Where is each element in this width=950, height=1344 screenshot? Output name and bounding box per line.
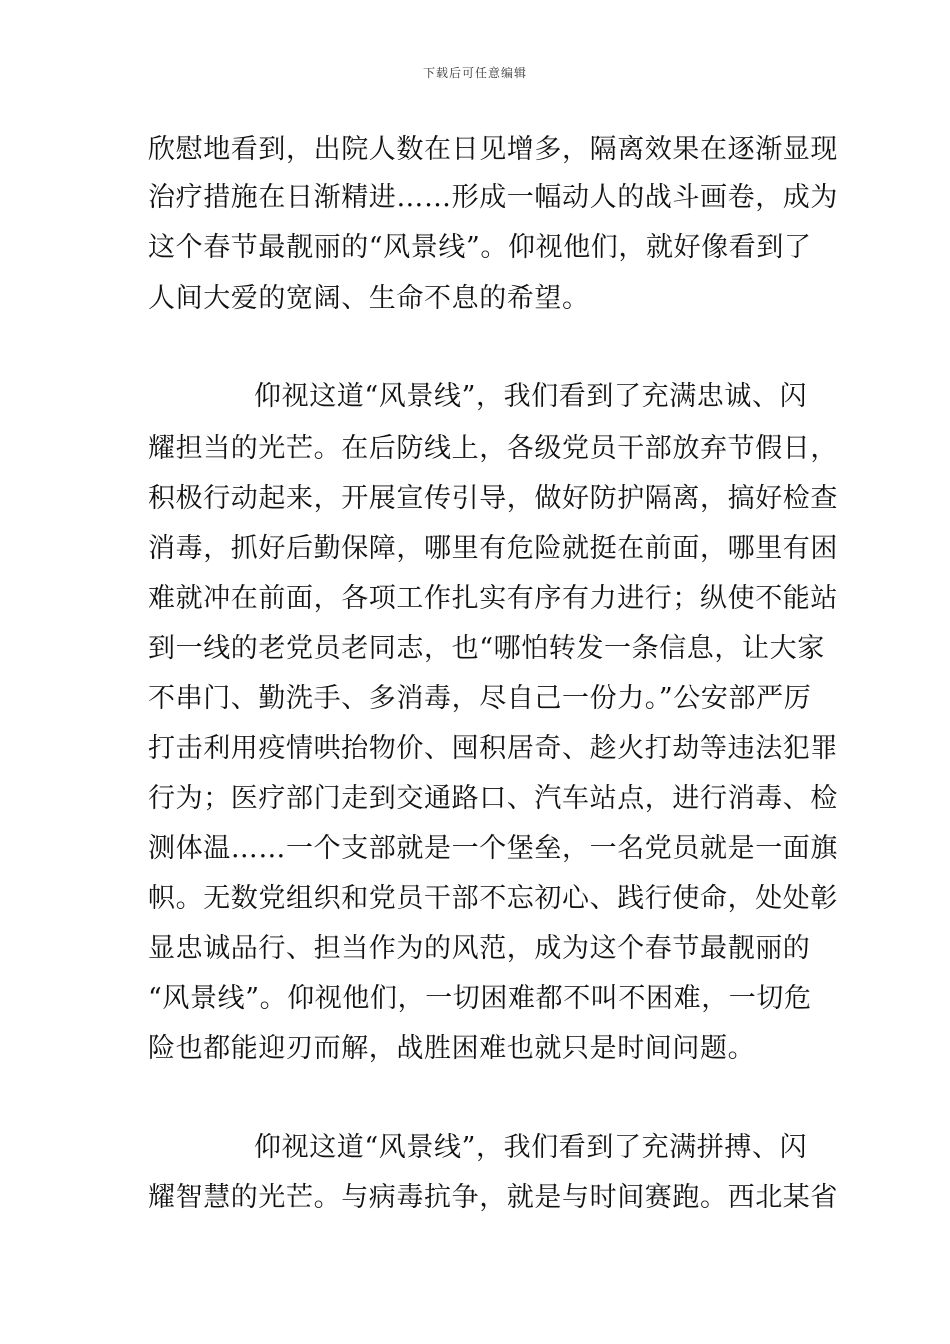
paragraph-3-line-2: 耀智慧的光芒。与病毒抗争，就是与时间赛跑。西北某省 [148, 1182, 838, 1213]
paragraph-2-line-10: 测体温……一个支部就是一个堡垒，一名党员就是一面旗 [148, 833, 838, 864]
paragraph-2-line-1: 仰视这道“风景线”，我们看到了充满忠诚、闪 [254, 381, 808, 412]
header-note: 下载后可任意编辑 [422, 66, 527, 80]
paragraph-2-line-9: 行为；医疗部门走到交通路口、汽车站点，进行消毒、检 [148, 783, 838, 814]
paragraph-3-line-1: 仰视这道“风景线”，我们看到了充满拼搏、闪 [254, 1132, 808, 1163]
paragraph-1-line-3: 这个春节最靓丽的“风景线”。仰视他们，就好像看到了 [148, 232, 812, 263]
paragraph-2-line-7: 不串门、勤洗手、多消毒，尽自己一份力。”公安部严厉 [148, 683, 812, 714]
paragraph-2-line-5: 难就冲在前面，各项工作扎实有序有力进行；纵使不能站 [148, 583, 838, 614]
paragraph-2-line-8: 打击利用疫情哄抬物价、囤积居奇、趁火打劫等违法犯罪 [148, 733, 838, 764]
paragraph-2-line-2: 耀担当的光芒。在后防线上，各级党员干部放弃节假日， [148, 433, 838, 464]
paragraph-2-line-4: 消毒，抓好后勤保障，哪里有危险就挺在前面，哪里有困 [148, 533, 838, 564]
paragraph-2-line-13: “风景线”。仰视他们，一切困难都不叫不困难，一切危 [148, 983, 812, 1014]
paragraph-2-line-14: 险也都能迎刃而解，战胜困难也就只是时间问题。 [148, 1033, 756, 1064]
paragraph-1-line-1: 欣慰地看到，出院人数在日见增多，隔离效果在逐渐显现 [148, 134, 838, 165]
paragraph-1-line-2: 治疗措施在日渐精进……形成一幅动人的战斗画卷，成为 [148, 182, 838, 213]
paragraph-2-line-6: 到一线的老党员老同志，也“哪怕转发一条信息，让大家 [148, 633, 825, 664]
paragraph-2-line-3: 积极行动起来，开展宣传引导，做好防护隔离，搞好检查 [148, 483, 838, 514]
paragraph-2-line-12: 显忠诚品行、担当作为的风范，成为这个春节最靓丽的 [148, 933, 811, 964]
paragraph-2-line-11: 帜。无数党组织和党员干部不忘初心、践行使命，处处彰 [148, 883, 838, 914]
paragraph-1-line-4: 人间大爱的宽阔、生命不息的希望。 [148, 283, 590, 314]
